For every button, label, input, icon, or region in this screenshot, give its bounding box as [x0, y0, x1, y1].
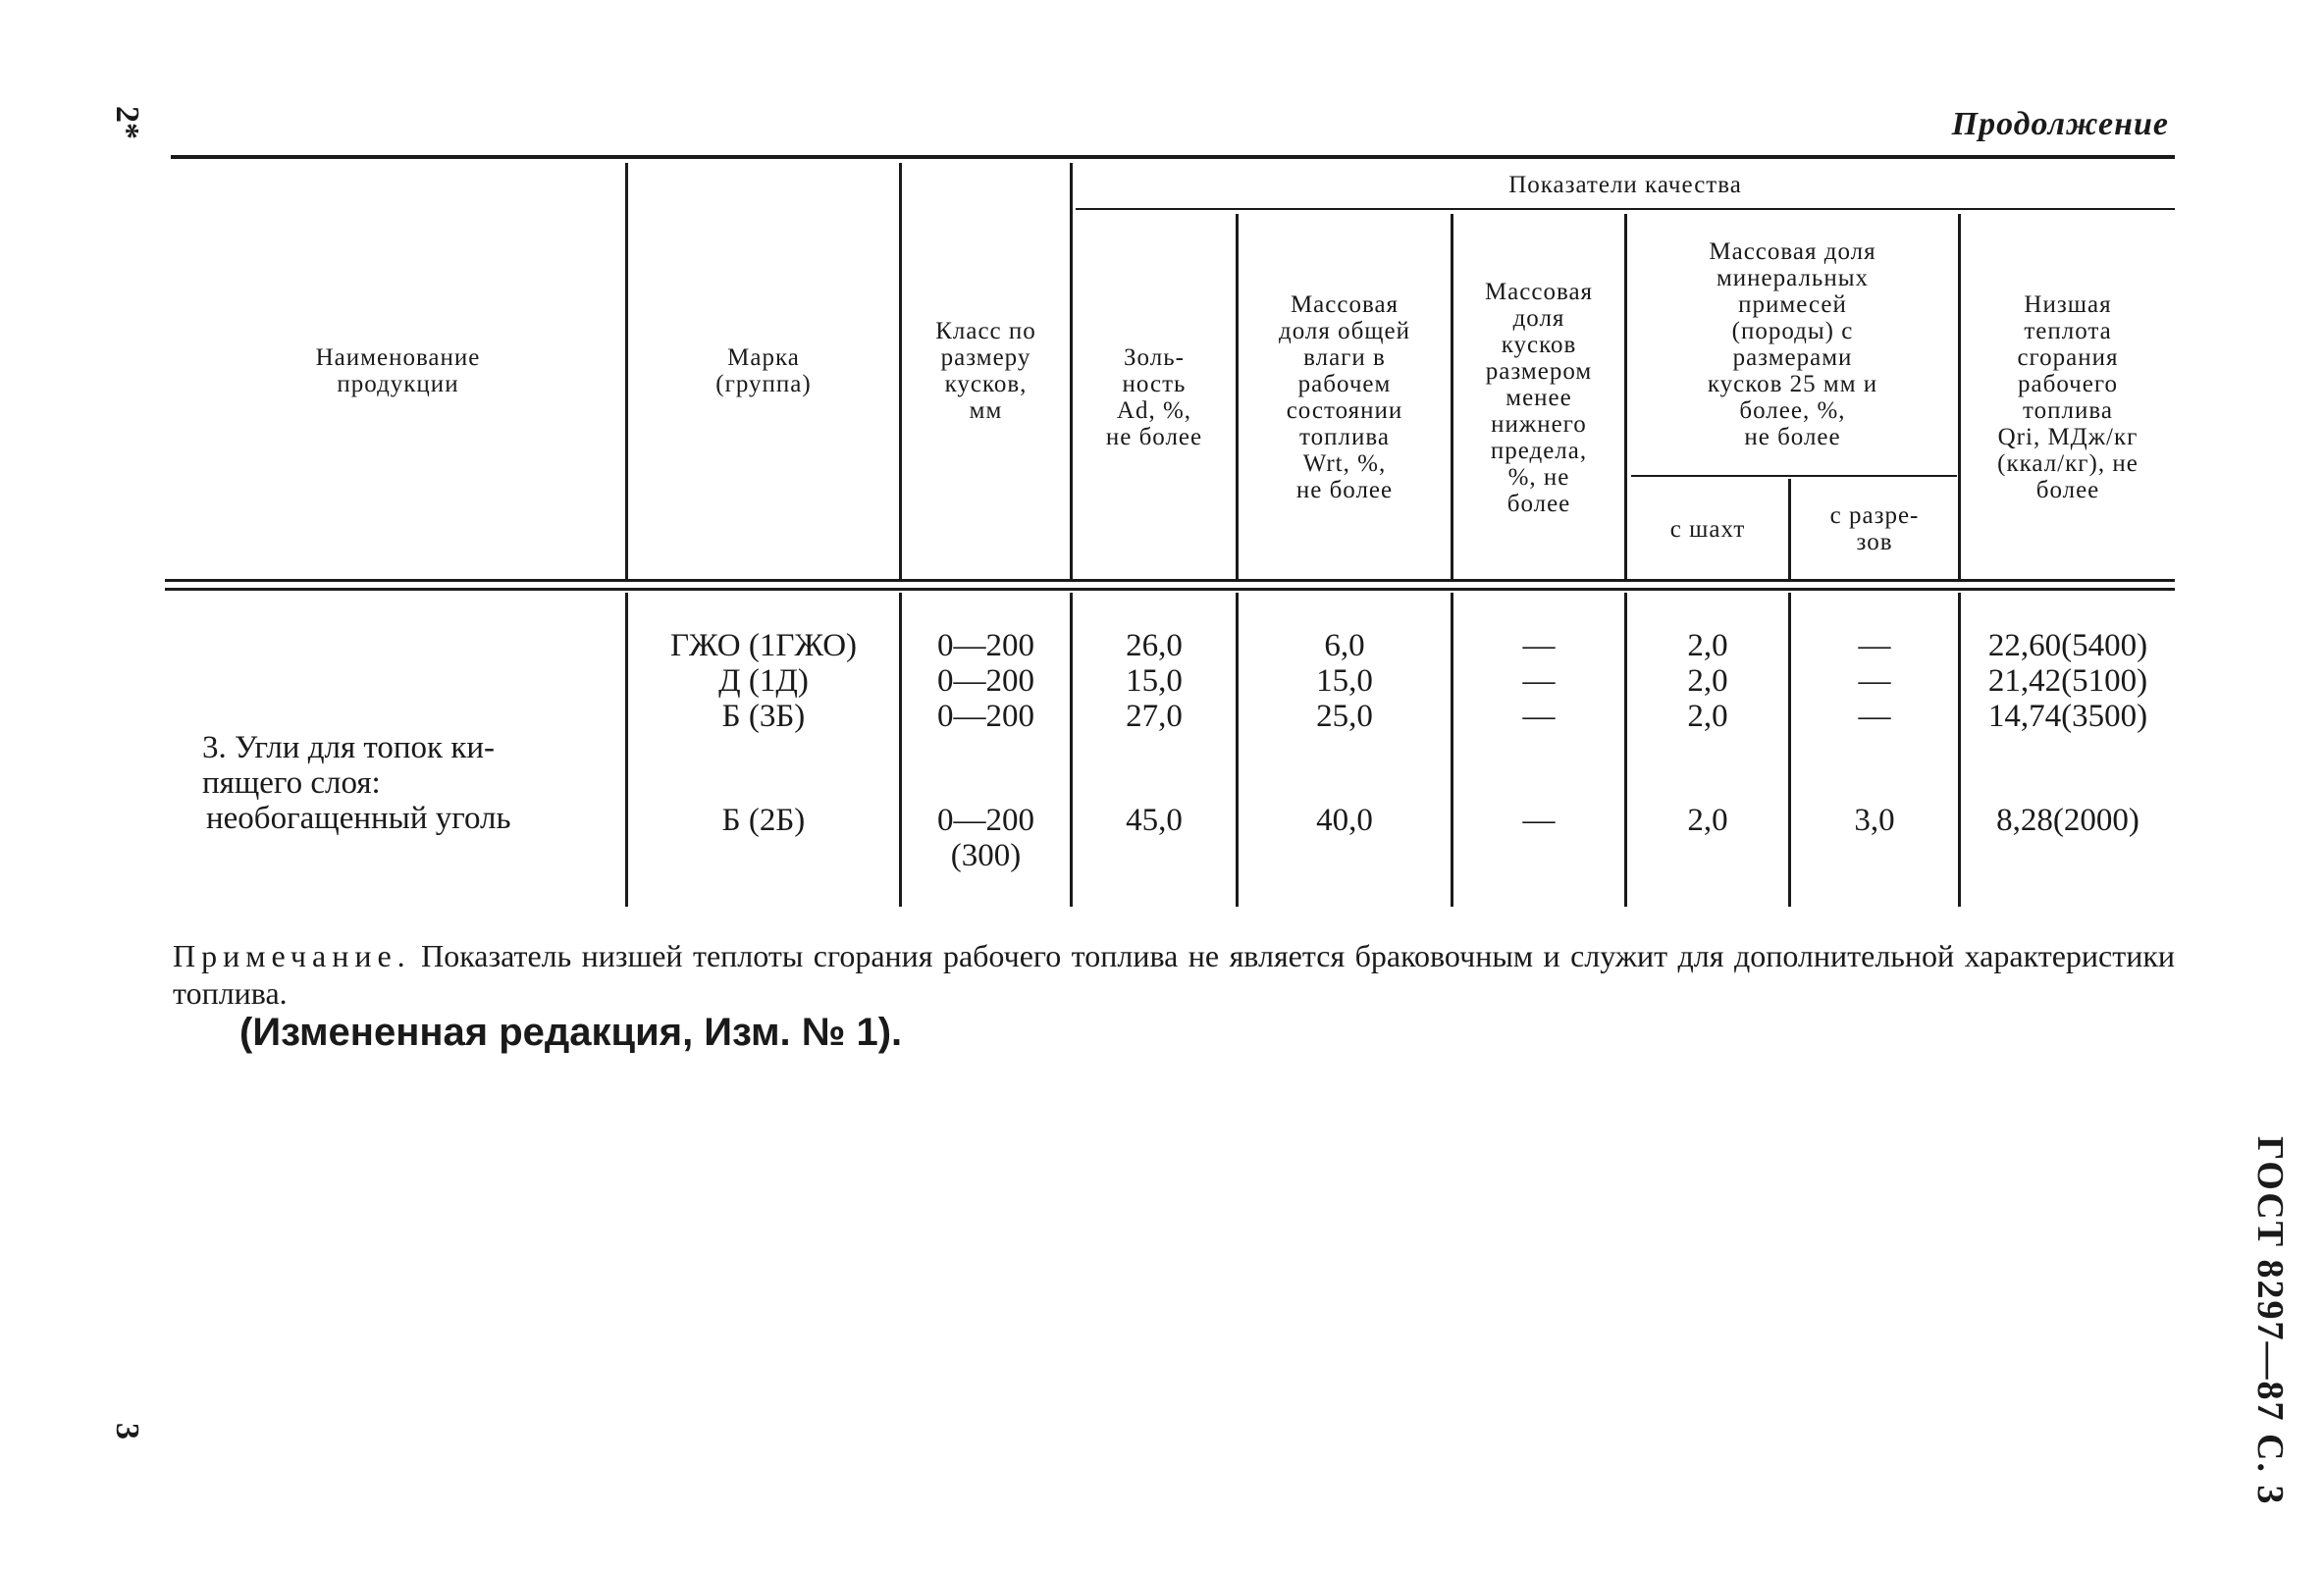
cell-pits: —: [1858, 699, 1891, 734]
cell-ash: 26,0: [1126, 628, 1183, 663]
cell-size: 0—200: [937, 663, 1034, 699]
cell-lumps: —: [1522, 663, 1556, 699]
header-moisture: Массовая доля общей влаги в рабочем состоянии топлива Wrt, %, не более: [1278, 291, 1411, 503]
page-mark-top: 2*: [109, 106, 145, 139]
cell-pits: 3,0: [1854, 803, 1895, 838]
header-product: Наименование продукции: [315, 344, 481, 397]
cell-mines: 2,0: [1687, 628, 1728, 663]
header-bottom-rule-2: [165, 588, 2175, 591]
cell-moisture: 15,0: [1316, 663, 1373, 699]
cell-pits: —: [1858, 663, 1891, 699]
cell-size: 0—200: [937, 699, 1034, 734]
gost-designation: ГОСТ 8297—87 С. 3: [2249, 1136, 2291, 1506]
note-text: Показатель низшей теплоты сгорания рабочего топлива не является браковочным и служит для дополнительной характеристики топлива.: [173, 938, 2176, 1011]
cell-size: 0—200: [937, 628, 1034, 663]
cell-mines: 2,0: [1687, 803, 1728, 838]
cell-calorific: 8,28(2000): [1996, 803, 2139, 838]
cell-mark: Б (2Б): [721, 803, 806, 838]
cell-calorific: 22,60(5400): [1987, 628, 2148, 663]
table-top-rule: [171, 155, 2175, 159]
cell-size: 0—200: [937, 803, 1034, 838]
page-number: 3: [109, 1423, 145, 1439]
header-ash: Золь- ность Ad, %, не более: [1105, 344, 1203, 450]
cell-moisture: 6,0: [1324, 628, 1365, 663]
edition-note: (Измененная редакция, Изм. № 1).: [239, 1011, 903, 1054]
product-name-line-2: пящего слоя:: [202, 765, 381, 801]
cell-pits: —: [1858, 628, 1891, 663]
cell-calorific: 21,42(5100): [1987, 663, 2148, 699]
cell-moisture: 25,0: [1316, 699, 1373, 734]
cell-mark: Б (3Б): [721, 699, 806, 734]
cell-mines: 2,0: [1687, 699, 1728, 734]
header-mineral-pits: с разре- зов: [1829, 502, 1920, 555]
cell-ash: 15,0: [1126, 663, 1183, 699]
header-mineral-mines: с шахт: [1669, 515, 1746, 543]
cell-lumps: —: [1522, 699, 1556, 734]
product-name-line-1: 3. Угли для топок ки-: [202, 730, 495, 765]
cell-mark: ГЖО (1ГЖО): [669, 628, 858, 663]
product-name: [202, 730, 511, 836]
cell-size-extra: (300): [950, 838, 1022, 873]
cell-lumps: —: [1522, 628, 1556, 663]
cell-moisture: 40,0: [1316, 803, 1373, 838]
header-mark: Марка (группа): [715, 344, 812, 397]
cell-ash: 45,0: [1126, 803, 1183, 838]
header-size-class: Класс по размеру кусков, мм: [935, 318, 1036, 424]
continuation-label: Продолжение: [1951, 106, 2169, 142]
cell-calorific: 14,74(3500): [1987, 699, 2148, 734]
header-lumps: Массовая доля кусков размером менее нижнего предела, %, не более: [1484, 278, 1594, 517]
cell-ash: 27,0: [1126, 699, 1183, 734]
cell-mark: Д (1Д): [718, 663, 809, 699]
cell-mines: 2,0: [1687, 663, 1728, 699]
note-lead: Примечание.: [173, 938, 411, 973]
header-bottom-rule-1: [165, 579, 2175, 582]
mineral-sub-rule: [1631, 475, 1957, 477]
group-header-rule: [1076, 208, 2175, 210]
header-calorific: Низшая теплота сгорания рабочего топлива Qri, МДж/кг (ккал/кг), не более: [1997, 291, 2139, 503]
cell-lumps: —: [1522, 803, 1556, 838]
product-name-line-3: необогащенный уголь: [206, 801, 511, 836]
table-note: [173, 937, 2175, 1012]
group-header: Показатели качества: [1508, 171, 1742, 198]
header-mineral: Массовая доля минеральных примесей (породы) с размерами кусков 25 мм и более, %, не более: [1707, 238, 1878, 450]
